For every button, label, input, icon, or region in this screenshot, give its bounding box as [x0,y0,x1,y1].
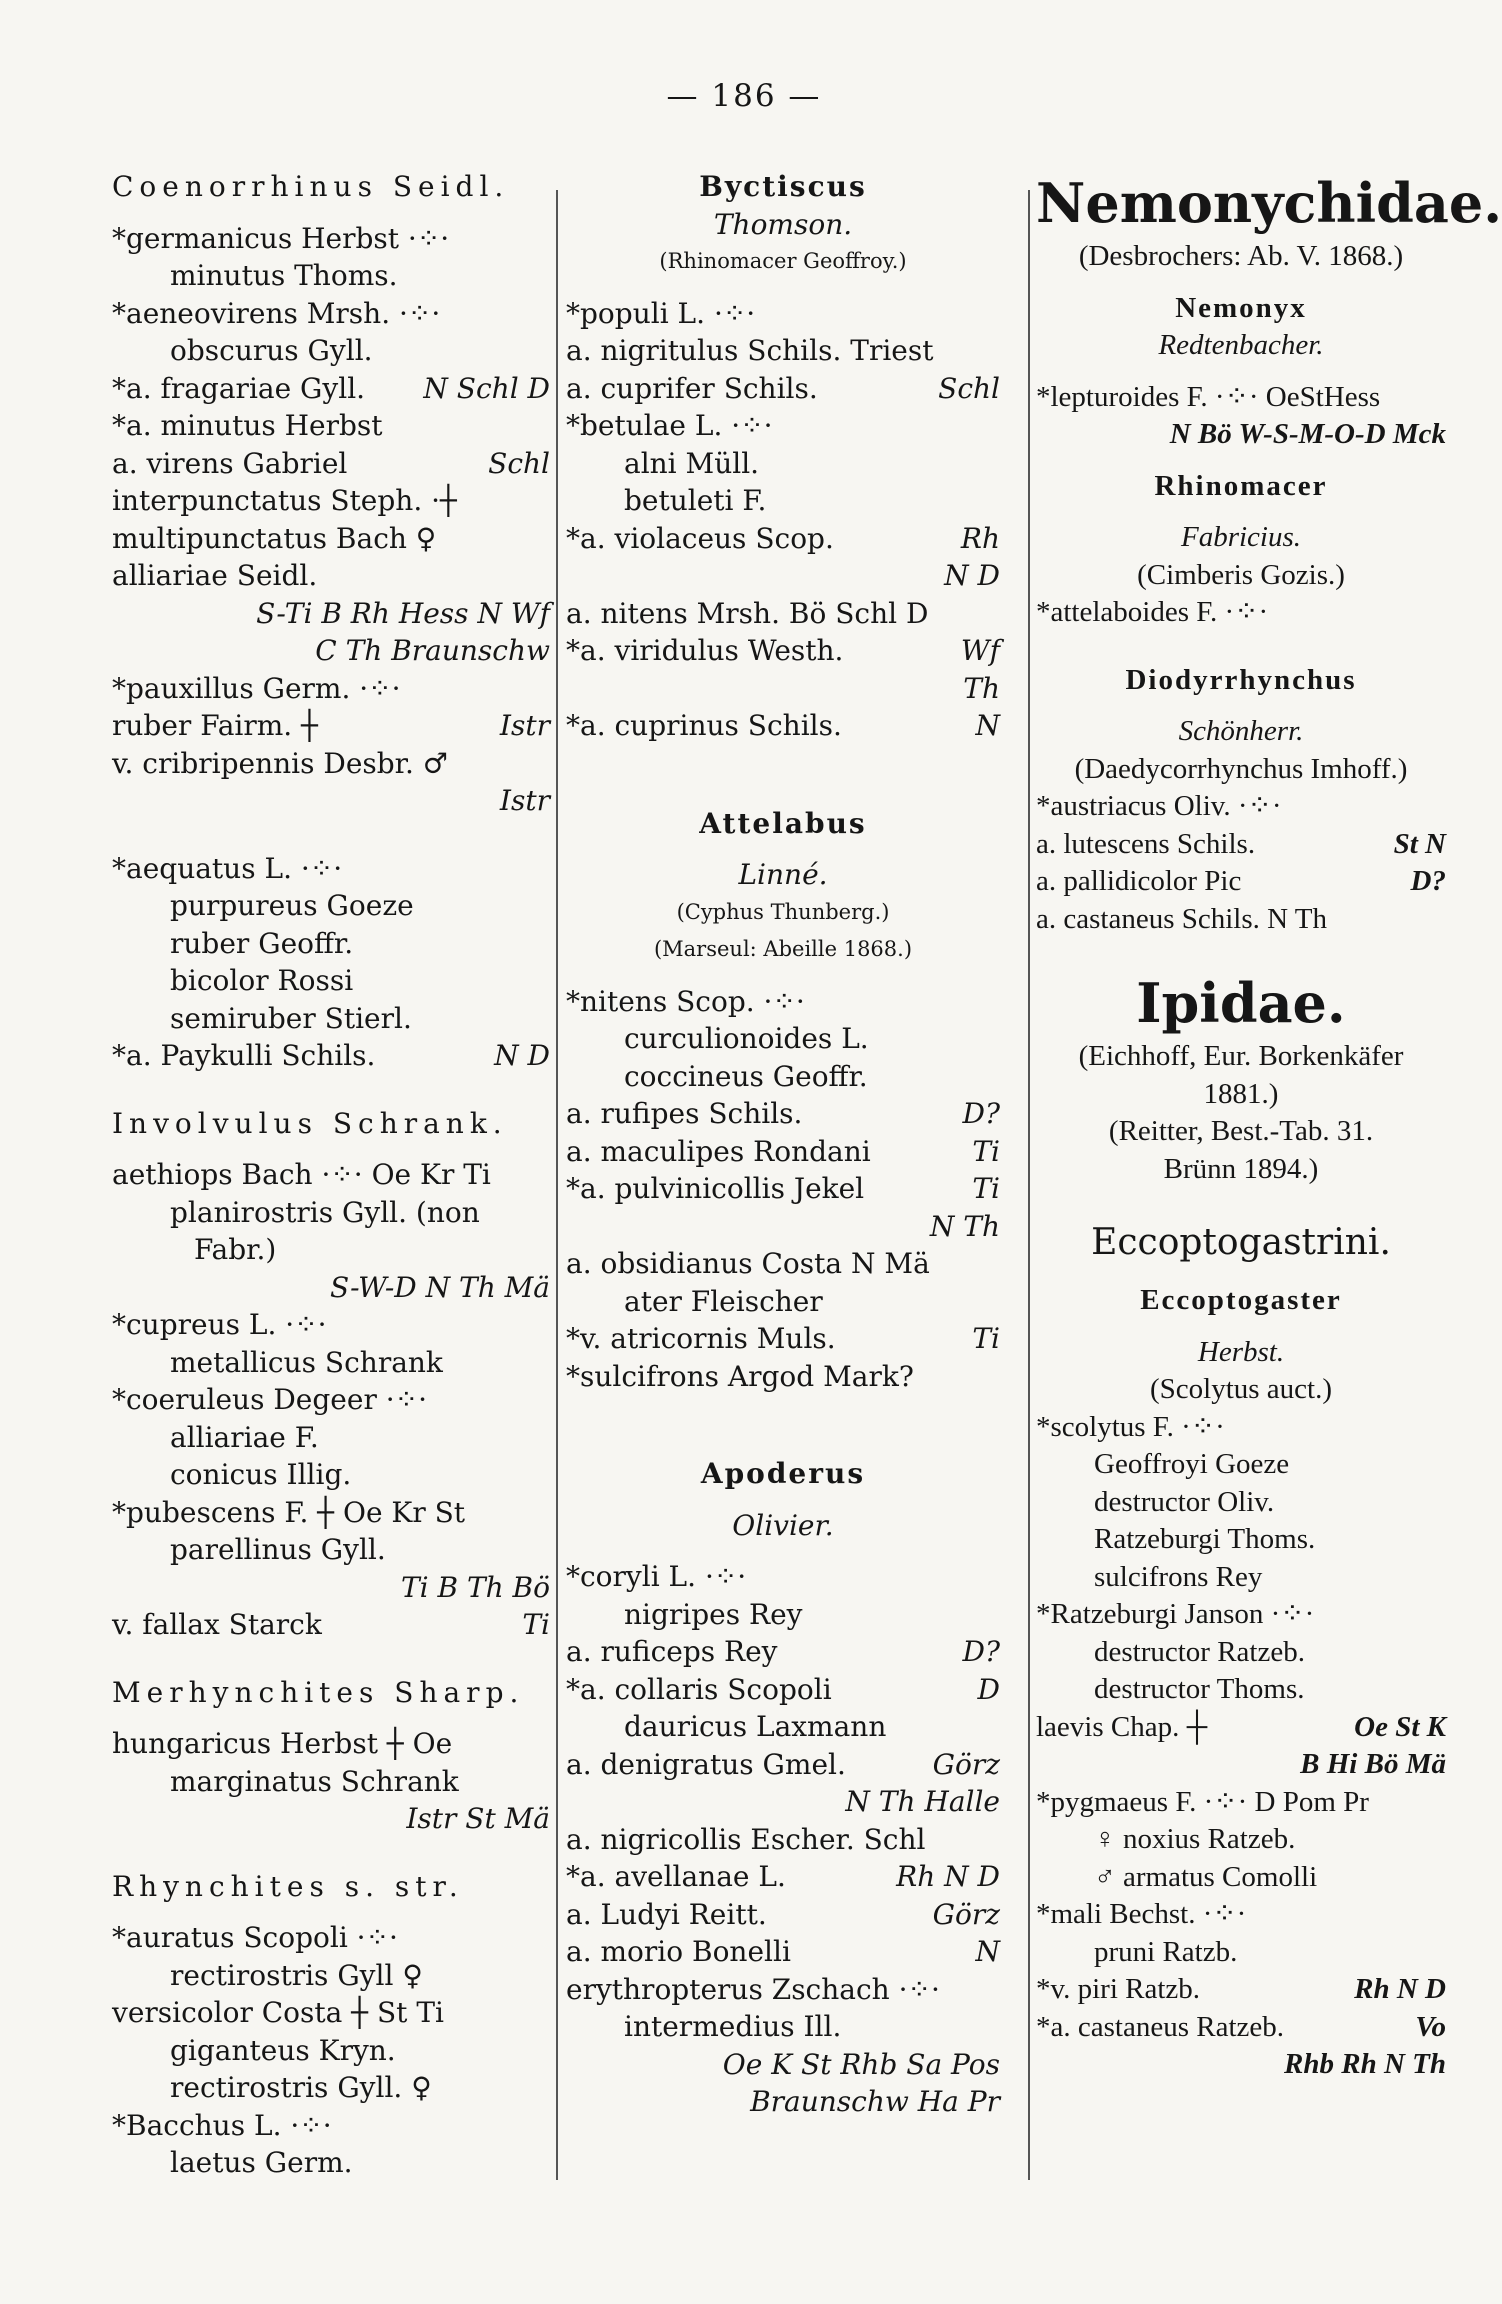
synonym-note: (Daedycorrhynchus Imhoff.) [1074,752,1408,785]
species-entry [112,925,550,963]
distribution-note: Istr St Mä [406,1802,550,1835]
distribution-note: Ti [522,1608,550,1641]
species-entry [1036,788,1446,826]
distribution-note: N D [494,1039,550,1072]
species-name: rectirostris Gyll ♀ [170,1958,423,1992]
species-entry [566,1671,1000,1709]
species-entry [112,1306,550,1344]
species-entry [1036,863,1446,901]
species-name: marginatus Schrank [170,1764,459,1798]
species-entry [112,1156,550,1194]
genus-heading: Diodyrrhynchus [1125,663,1357,696]
species-name: intermedius Ill. [624,2010,842,2043]
species-entry [112,1456,550,1494]
genus-author: Redtenbacher. [1158,329,1324,361]
species-entry [112,1957,550,1995]
species-name: *a. cuprinus Schils. [566,709,842,742]
species-name: destructor Ratzeb. [1094,1635,1305,1668]
species-name: conicus Illig. [170,1458,352,1491]
species-name: dauricus Laxmann [624,1710,887,1743]
species-entry [566,1208,1000,1246]
species-name: a. virens Gabriel [112,446,348,480]
species-list [1036,1409,1446,2084]
species-entry [566,1821,1000,1859]
species-entry [112,887,550,925]
species-name: *germanicus Herbst ·⁘· [112,221,450,255]
distribution-note: Vo [1415,2010,1446,2043]
species-name: a. ruficeps Rey [566,1635,778,1668]
species-name: a. castaneus Schils. N Th [1036,902,1328,935]
species-entry [566,1708,1000,1746]
distribution-note: Görz [932,1897,1000,1931]
genus-heading: Rhynchites s. str. [112,1869,464,1903]
species-entry [1036,416,1446,454]
species-entry [112,745,550,783]
species-list [1036,379,1446,454]
species-name: destructor Thoms. [1094,1673,1305,1705]
species-entry [1036,826,1446,864]
species-name: aethiops Bach ·⁘· Oe Kr Ti [112,1158,491,1191]
distribution-note: Ti [972,1134,1000,1168]
species-name: *a. minutus Herbst [112,409,383,442]
page-number: — 186 — [666,78,822,114]
distribution-note: Ti [972,1172,1000,1205]
species-name: a. pallidicolor Pic [1036,865,1242,897]
species-list [112,1156,550,1644]
species-entry [112,332,550,370]
species-entry [566,1058,1000,1096]
species-name: a. nigricollis Escher. Schl [566,1822,926,1856]
synonym-note: (Cimberis Gozis.) [1137,558,1345,591]
distribution-note: Istr [499,709,550,742]
distribution-note: St N [1393,827,1446,860]
species-list [112,220,550,1075]
species-entry [112,632,550,670]
species-entry [112,1919,550,1957]
species-entry [112,445,550,483]
family-reference: 1881.) [1203,1077,1279,1110]
column-left [112,168,550,2228]
species-name: *populi L. ·⁘· [566,296,756,330]
distribution-note: N Th [929,1209,1000,1243]
species-entry [112,962,550,1000]
genus-heading: Byctiscus [699,170,867,203]
species-entry [112,1194,550,1232]
species-name: *betulae L. ·⁘· [566,409,773,442]
distribution-note: N [975,709,1000,742]
genus-heading: Involvulus Schrank. [112,1106,508,1140]
species-name: Fabr.) [194,1233,277,1266]
species-name: laetus Germ. [170,2146,353,2179]
species-entry [112,257,550,295]
species-name: erythropterus Zschach ·⁘· [566,1972,940,2006]
species-name: *lepturoides F. ·⁘· OeStHess [1036,380,1381,413]
column-divider-left [556,190,558,2180]
species-entry [566,332,1000,370]
species-entry [1036,901,1446,939]
species-name: ater Fleischer [624,1284,823,1318]
species-name: multipunctatus Bach ♀ [112,521,437,555]
species-entry [566,595,1000,633]
species-name: ruber Fairm. ┼ [112,709,318,742]
species-entry [566,407,1000,445]
genus-heading: Rhinomacer [1154,469,1328,502]
distribution-note: S-W-D N Th Mä [329,1270,550,1304]
species-name: *auratus Scopoli ·⁘· [112,1921,398,1954]
species-entry [112,1231,550,1269]
species-entry [566,1320,1000,1358]
species-name: *v. piri Ratzb. [1036,1973,1201,2005]
species-entry [1036,1709,1446,1747]
species-name: Geoffroyi Goeze [1094,1448,1290,1480]
species-name: minutus Thoms. [170,259,398,292]
species-list [1036,788,1446,938]
species-entry [1036,1746,1446,1784]
species-name: parellinus Gyll. [170,1533,386,1566]
genus-author: Thomson. [713,207,853,241]
species-entry [112,1269,550,1307]
species-entry [1036,1521,1446,1559]
distribution-note: Wf [960,634,1000,667]
species-entry [1036,1596,1446,1634]
species-name: a. Ludyi Reitt. [566,1897,767,1931]
species-entry [1036,1784,1446,1822]
species-entry [1036,1484,1446,1522]
species-name: *mali Bechst. ·⁘· [1036,1898,1247,1930]
species-name: alni Müll. [624,446,760,480]
species-entry [566,1596,1000,1634]
species-name: bicolor Rossi [170,964,354,997]
genus-author: Linné. [738,858,828,891]
species-entry [566,1896,1000,1934]
species-name: *a. fragariae Gyll. [112,371,366,405]
species-entry [566,295,1000,333]
species-list [112,1919,550,2182]
genus-heading: Eccoptogaster [1140,1284,1342,1316]
genus-heading: Coenorrhinus Seidl. [112,170,510,203]
species-entry [566,445,1000,483]
species-name: ♂ armatus Comolli [1094,1860,1318,1893]
species-name: a. rufipes Schils. [566,1097,803,1130]
species-name: *Bacchus L. ·⁘· [112,2108,332,2142]
distribution-note: Schl [488,446,550,480]
species-entry [566,1095,1000,1133]
species-name: *aeneovirens Mrsh. ·⁘· [112,296,441,330]
species-entry [566,1133,1000,1171]
distribution-note: Rh [960,521,1000,555]
distribution-note: Oe K St Rhb Sa Pos [722,2047,1000,2081]
species-name: a. denigratus Gmel. [566,1747,846,1781]
species-entry [112,557,550,595]
distribution-note: D? [962,1097,1000,1130]
distribution-note: Rhb Rh N Th [1284,2048,1446,2080]
species-entry [566,1558,1000,1596]
species-entry [112,1344,550,1382]
species-entry [1036,1671,1446,1709]
species-name: sulcifrons Rey [1094,1560,1263,1593]
species-entry [566,632,1000,670]
species-entry [112,1763,550,1801]
distribution-note: Th [963,671,1000,705]
species-entry [1036,1896,1446,1934]
species-name: *sulcifrons Argod Mark? [566,1359,914,1393]
species-entry [1036,1634,1446,1672]
species-entry [566,983,1000,1021]
species-name: *austriacus Oliv. ·⁘· [1036,790,1282,822]
species-name: *pauxillus Germ. ·⁘· [112,671,401,705]
species-entry [112,782,550,820]
species-name: interpunctatus Steph. ·┼ [112,484,457,517]
species-name: purpureus Goeze [170,889,414,922]
species-entry [1036,1446,1446,1484]
species-name: obscurus Gyll. [170,334,373,367]
species-list [566,1558,1000,2121]
species-entry [112,1000,550,1038]
species-entry [566,1933,1000,1971]
species-entry [566,520,1000,558]
distribution-note: Rh N D [896,1860,1000,1893]
species-entry [112,707,550,745]
species-list [566,295,1000,745]
distribution-note: Ti [972,1322,1000,1355]
species-name: nigripes Rey [624,1597,803,1631]
species-entry [566,1971,1000,2009]
genus-heading: Apoderus [700,1457,866,1490]
species-entry [112,1994,550,2032]
distribution-note: S-Ti B Rh Hess N Wf [256,596,550,630]
species-entry [112,2144,550,2182]
species-entry [566,1170,1000,1208]
species-name: planirostris Gyll. (non [170,1195,480,1229]
species-name: ruber Geoffr. [170,926,354,960]
species-name: *a. pulvinicollis Jekel [566,1172,865,1205]
species-name: *coeruleus Degeer ·⁘· [112,1383,427,1416]
species-name: *scolytus F. ·⁘· [1036,1410,1225,1443]
species-name: *a. Paykulli Schils. [112,1039,376,1072]
species-name: *Ratzeburgi Janson ·⁘· [1036,1598,1315,1630]
species-name: a. morio Bonelli [566,1935,791,1968]
genus-author: Herbst. [1197,1335,1285,1368]
family-reference: (Desbrochers: Ab. V. 1868.) [1078,240,1404,272]
species-name: a. nigritulus Schils. Triest [566,334,934,367]
synonym-note: (Scolytus auct.) [1149,1373,1332,1405]
species-entry [112,850,550,888]
species-name: ♀ noxius Ratzeb. [1094,1823,1296,1855]
species-name: *aequatus L. ·⁘· [112,851,343,885]
species-entry [566,1633,1000,1671]
species-name: Ratzeburgi Thoms. [1094,1523,1316,1555]
distribution-note: D [977,1672,1000,1706]
species-name: v. cribripennis Desbr. ♂ [112,746,448,780]
species-entry [112,2069,550,2107]
species-name: *a. avellanae L. [566,1860,786,1893]
species-list [112,1725,550,1838]
species-entry [112,2032,550,2070]
species-name: *attelaboides F. ·⁘· [1036,596,1269,628]
species-entry [1036,1559,1446,1597]
species-entry [566,1858,1000,1896]
species-name: coccineus Geoffr. [624,1059,868,1093]
species-list [1036,594,1446,632]
species-entry [566,1358,1000,1396]
genus-heading: Nemonyx [1175,291,1307,324]
species-entry [566,707,1000,745]
family-reference: Brünn 1894.) [1163,1152,1319,1185]
species-entry [1036,1859,1446,1897]
species-name: laevis Chap. ┼ [1036,1710,1208,1743]
synonym-note: (Cyphus Thunberg.) [676,899,890,924]
species-entry [112,1419,550,1457]
species-entry [112,520,550,558]
species-entry [112,595,550,633]
species-entry [112,220,550,258]
genus-heading: Merhynchites Sharp. [112,1675,525,1709]
species-entry [566,1746,1000,1784]
column-middle [566,168,1000,2228]
species-name: *v. atricornis Muls. [566,1322,836,1355]
species-name: a. lutescens Schils. [1036,827,1256,860]
family-reference: (Eichhoff, Eur. Borkenkäfer [1078,1040,1404,1072]
species-entry [566,670,1000,708]
species-name: *nitens Scop. ·⁘· [566,984,805,1018]
species-name: destructor Oliv. [1094,1485,1275,1518]
species-name: betuleti F. [624,484,767,517]
species-name: versicolor Costa ┼ St Ti [112,1996,444,2029]
column-divider-right [1028,190,1030,2180]
species-entry [566,1283,1000,1321]
genus-heading: Attelabus [699,806,867,840]
species-entry [112,670,550,708]
synonym-note: (Rhinomacer Geoffroy.) [659,249,907,273]
species-name: a. nitens Mrsh. Bö Schl D [566,596,929,630]
species-entry [112,2107,550,2145]
species-entry [566,1783,1000,1821]
species-entry [566,2046,1000,2084]
species-name: giganteus Kryn. [170,2033,396,2067]
distribution-note: Schl [938,371,1000,405]
column-right [1036,168,1502,2228]
distribution-note: Rh N D [1354,1973,1446,2005]
species-entry [1036,2009,1446,2047]
species-name: *pubescens F. ┼ Oe Kr St [112,1495,466,1529]
genus-author: Fabricius. [1180,521,1302,553]
species-entry [566,1245,1000,1283]
species-name: alliariae Seidl. [112,559,318,592]
species-entry [1036,1409,1446,1447]
distribution-note: N Bö W-S-M-O-D Mck [1169,418,1446,450]
species-entry [112,1569,550,1607]
species-entry [112,370,550,408]
species-list [566,983,1000,1396]
species-name: rectirostris Gyll. ♀ [170,2071,432,2104]
species-name: *a. castaneus Ratzeb. [1036,2010,1285,2043]
species-name: alliariae F. [170,1420,319,1454]
family-heading: Nemonychidae. [1036,171,1502,235]
genus-author: Olivier. [732,1508,834,1542]
species-entry [112,1531,550,1569]
species-name: *coryli L. ·⁘· [566,1560,747,1593]
tribe-heading: Eccoptogastrini. [1091,1222,1391,1263]
species-entry [112,1606,550,1644]
distribution-note: D? [1410,865,1446,897]
family-reference: (Reitter, Best.-Tab. 31. [1108,1115,1374,1147]
species-entry [566,1020,1000,1058]
species-name: *a. viridulus Westh. [566,634,844,667]
species-name: hungaricus Herbst ┼ Oe [112,1727,453,1760]
species-entry [566,482,1000,520]
species-name: curculionoides L. [624,1022,869,1055]
distribution-note: C Th Braunschw [315,634,550,667]
species-entry [1036,2046,1446,2084]
family-heading: Ipidae. [1136,971,1346,1035]
species-entry [1036,1971,1446,2009]
species-name: pruni Ratzb. [1094,1935,1238,1968]
species-entry [112,1494,550,1532]
distribution-note: Ti B Th Bö [400,1570,550,1604]
species-entry [1036,1821,1446,1859]
species-entry [112,1800,550,1838]
distribution-note: N [975,1935,1000,1968]
distribution-note: Görz [932,1747,1000,1781]
species-entry [566,557,1000,595]
species-name: a. obsidianus Costa N Mä [566,1247,930,1280]
species-name: *a. collaris Scopoli [566,1672,832,1706]
species-entry [112,482,550,520]
species-entry [566,370,1000,408]
species-name: a. cuprifer Schils. [566,371,818,405]
species-name: semiruber Stierl. [170,1001,412,1035]
species-entry [1036,379,1446,417]
distribution-note: D? [962,1635,1000,1668]
distribution-note: Braunschw Ha Pr [750,2085,1000,2118]
distribution-note: N Th Halle [845,1785,1000,1818]
species-entry [566,2083,1000,2121]
species-entry [112,1725,550,1763]
species-name: *a. violaceus Scop. [566,521,834,555]
species-entry [112,1037,550,1075]
reference-note: (Marseul: Abeille 1868.) [653,937,913,961]
species-name: *cupreus L. ·⁘· [112,1308,327,1341]
species-name: v. fallax Starck [112,1608,322,1641]
species-entry [112,407,550,445]
species-entry [112,1381,550,1419]
species-name: *pygmaeus F. ·⁘· D Pom Pr [1036,1785,1369,1818]
species-name: a. maculipes Rondani [566,1134,871,1168]
species-name: metallicus Schrank [170,1345,443,1379]
distribution-note: Oe St K [1354,1710,1446,1743]
species-entry [566,2008,1000,2046]
distribution-note: B Hi Bö Mä [1300,1748,1446,1780]
genus-author: Schönherr. [1178,715,1304,747]
species-entry [112,295,550,333]
distribution-note: N Schl D [423,371,550,405]
species-entry [1036,594,1446,632]
distribution-note: Istr [499,784,550,817]
species-entry [1036,1934,1446,1972]
distribution-note: N D [944,559,1000,592]
